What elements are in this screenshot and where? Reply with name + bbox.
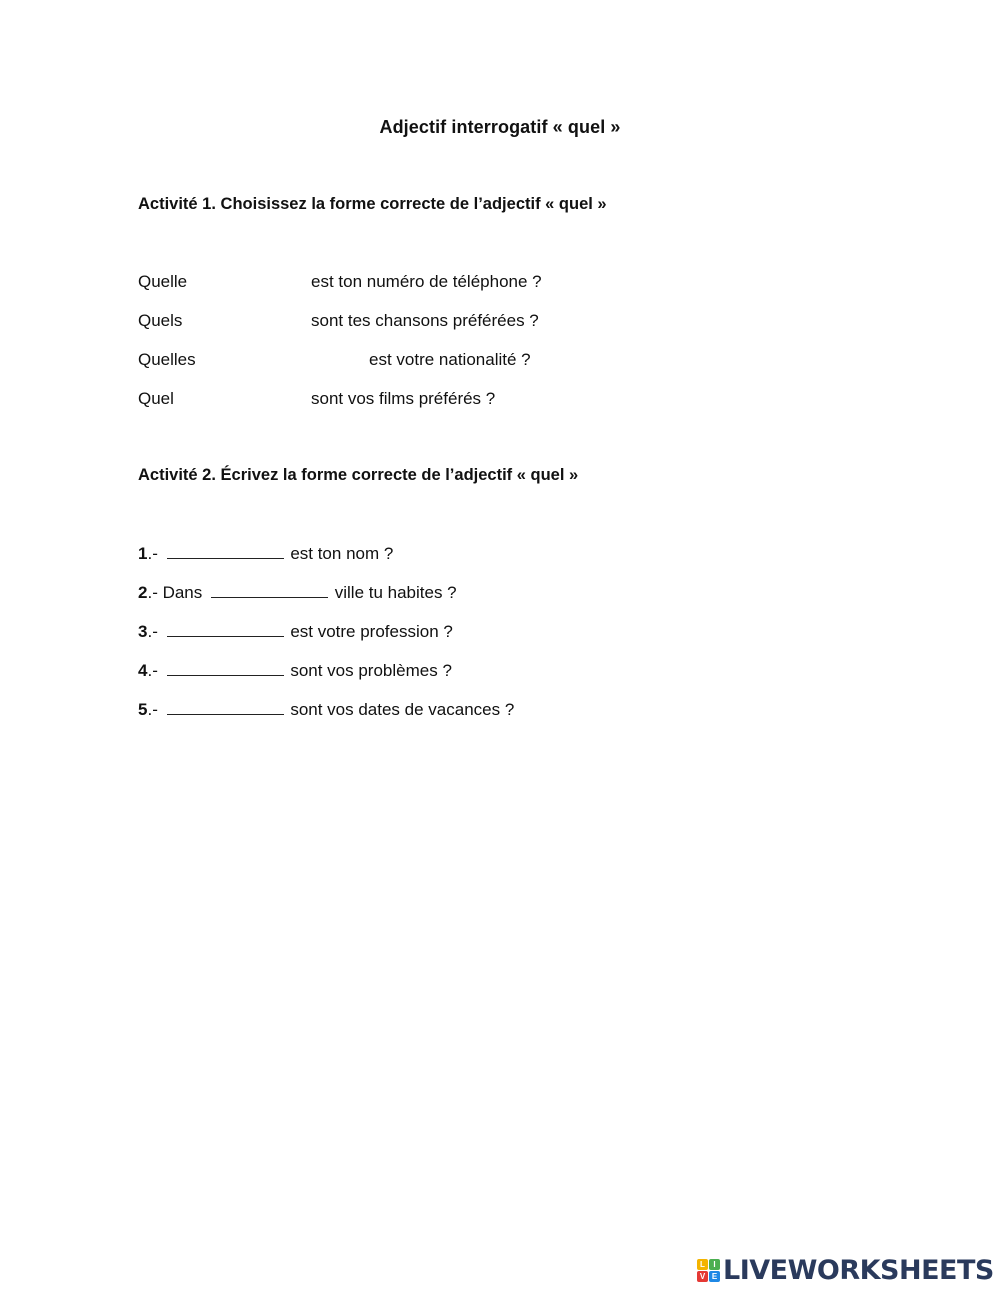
exercise-line-2 <box>138 583 457 603</box>
activity-1-heading: Activité 1. Choisissez la forme correcte de l’adjectif « quel » <box>138 195 607 213</box>
item-number: 1 <box>138 544 148 563</box>
exercise-line-5 <box>138 700 514 720</box>
item-number: 3 <box>138 622 148 641</box>
item-prefix: .- <box>147 622 163 641</box>
item-text: est votre profession ? <box>290 622 453 641</box>
item-prefix: .- <box>147 661 163 680</box>
item-text: est ton nom ? <box>290 544 394 563</box>
logo-letter: L <box>697 1259 708 1270</box>
item-prefix: .- <box>147 700 163 719</box>
item-number: 4 <box>138 661 148 680</box>
activity-2-heading: Activité 2. Écrivez la forme correcte de l’adjectif « quel » <box>138 466 579 484</box>
answer-blank-3[interactable] <box>167 622 284 637</box>
liveworksheets-logo <box>697 1255 994 1285</box>
item-text: sont vos problèmes ? <box>290 661 452 680</box>
exercise-line-4 <box>138 661 452 681</box>
answer-blank-2[interactable] <box>211 583 328 598</box>
exercise-line-1 <box>138 544 393 564</box>
answer-blank-5[interactable] <box>167 700 284 715</box>
item-number: 5 <box>138 700 148 719</box>
option-quelle[interactable]: Quelle <box>138 272 188 291</box>
item-text: ville tu habites ? <box>334 583 457 602</box>
logo-letter: I <box>709 1259 720 1270</box>
logo-letter: E <box>709 1271 720 1282</box>
answer-blank-1[interactable] <box>167 544 284 559</box>
phrase-1[interactable]: est ton numéro de téléphone ? <box>311 272 542 291</box>
item-prefix: .- Dans <box>147 583 207 602</box>
option-quelles[interactable]: Quelles <box>138 350 196 369</box>
item-text: sont vos dates de vacances ? <box>290 700 515 719</box>
item-number: 2 <box>138 583 148 602</box>
option-quel[interactable]: Quel <box>138 389 174 408</box>
answer-blank-4[interactable] <box>167 661 284 676</box>
phrase-2[interactable]: sont tes chansons préférées ? <box>311 311 539 330</box>
logo-mark-icon <box>697 1259 720 1282</box>
phrase-3[interactable]: est votre nationalité ? <box>369 350 531 369</box>
page-title: Adjectif interrogatif « quel » <box>379 117 621 137</box>
logo-text: LIVEWORKSHEETS <box>723 1254 994 1286</box>
logo-letter: V <box>697 1271 708 1282</box>
exercise-line-3 <box>138 622 453 642</box>
item-prefix: .- <box>147 544 163 563</box>
option-quels[interactable]: Quels <box>138 311 183 330</box>
phrase-4[interactable]: sont vos films préférés ? <box>311 389 496 408</box>
